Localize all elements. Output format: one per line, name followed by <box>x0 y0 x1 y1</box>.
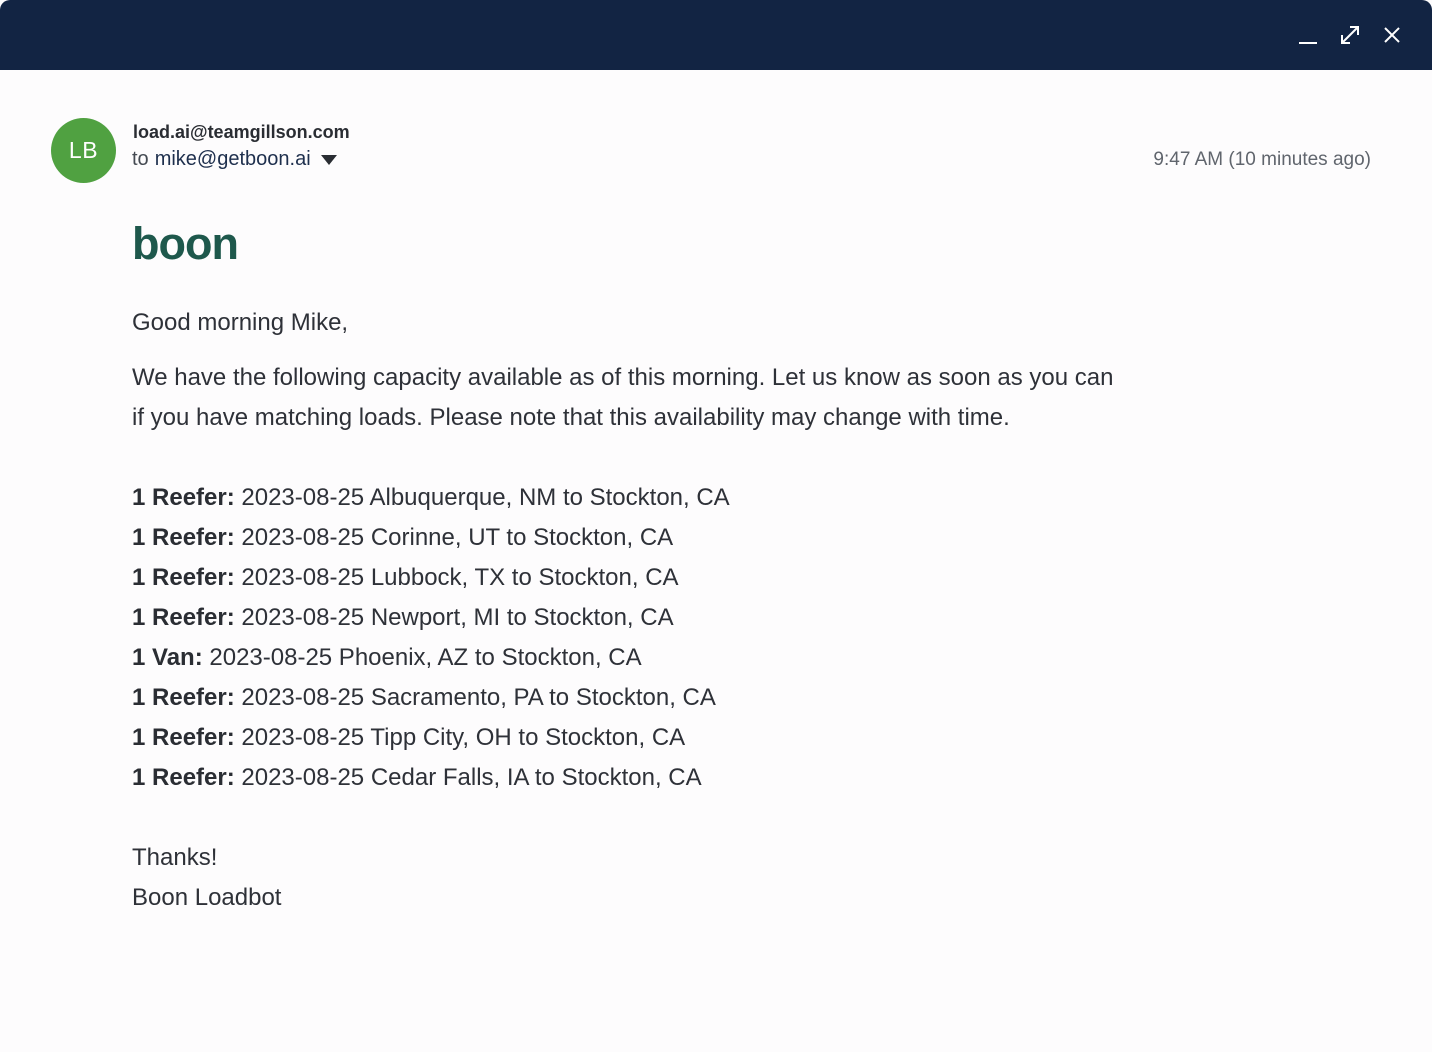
capacity-detail: 2023-08-25 Cedar Falls, IA to Stockton, CA <box>234 764 702 791</box>
capacity-list <box>132 478 1122 798</box>
recipient-details-button[interactable] <box>321 155 337 165</box>
capacity-item <box>132 518 1122 558</box>
capacity-detail: 2023-08-25 Sacramento, PA to Stockton, CA <box>234 684 716 711</box>
capacity-quantity: 1 Reefer: <box>132 684 235 711</box>
signature: Boon Loadbot <box>132 884 282 911</box>
capacity-detail: 2023-08-25 Phoenix, AZ to Stockton, CA <box>202 644 642 671</box>
caret-down-icon <box>321 155 337 165</box>
capacity-detail: 2023-08-25 Corinne, UT to Stockton, CA <box>234 524 674 551</box>
capacity-detail: 2023-08-25 Albuquerque, NM to Stockton, CA <box>234 484 730 511</box>
recipient-label: to <box>132 148 149 170</box>
capacity-detail: 2023-08-25 Lubbock, TX to Stockton, CA <box>234 564 679 591</box>
capacity-item <box>132 478 1122 518</box>
recipient-line <box>132 148 337 171</box>
capacity-detail: 2023-08-25 Tipp City, OH to Stockton, CA <box>234 724 686 751</box>
capacity-item <box>132 678 1122 718</box>
capacity-item <box>132 598 1122 638</box>
sender-avatar: LB <box>51 118 116 183</box>
capacity-detail: 2023-08-25 Newport, MI to Stockton, CA <box>234 604 674 631</box>
close-button[interactable] <box>1379 22 1405 48</box>
capacity-quantity: 1 Reefer: <box>132 564 235 591</box>
capacity-item <box>132 718 1122 758</box>
capacity-quantity: 1 Reefer: <box>132 484 235 511</box>
intro-paragraph: We have the following capacity available as of this morning. Let us know as soon as you can if you have matching loads. Please note that this availability may change with time. <box>132 364 1114 431</box>
boon-logo: boon <box>132 218 238 269</box>
capacity-quantity: 1 Reefer: <box>132 604 235 631</box>
thanks-line: Thanks! <box>132 844 218 871</box>
window-titlebar <box>0 0 1432 70</box>
capacity-quantity: 1 Reefer: <box>132 724 235 751</box>
greeting: Good morning Mike, <box>132 309 349 336</box>
sender-address: load.ai@teamgillson.com <box>133 122 350 142</box>
capacity-quantity: 1 Van: <box>132 644 203 671</box>
expand-icon <box>1339 24 1361 46</box>
email-timestamp: 9:47 AM (10 minutes ago) <box>1153 149 1371 170</box>
recipient-address: mike@getboon.ai <box>154 148 311 170</box>
capacity-item <box>132 638 1122 678</box>
expand-button[interactable] <box>1337 22 1363 48</box>
minimize-button[interactable] <box>1295 22 1321 48</box>
capacity-item <box>132 558 1122 598</box>
capacity-quantity: 1 Reefer: <box>132 524 235 551</box>
signoff <box>132 838 1122 918</box>
capacity-item <box>132 758 1122 798</box>
minimize-icon <box>1297 24 1319 46</box>
capacity-quantity: 1 Reefer: <box>132 764 235 791</box>
email-body <box>132 303 1122 918</box>
close-icon <box>1381 24 1403 46</box>
